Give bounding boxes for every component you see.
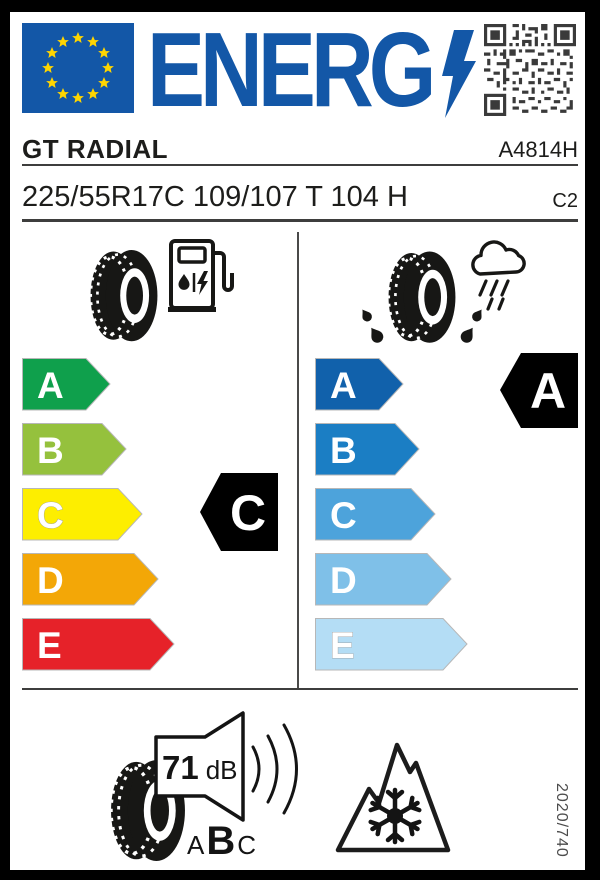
energy-wordmark: ENERG [147,10,432,129]
eu-flag-icon [22,23,134,113]
wet-rating-letter: A [529,363,567,419]
fuel-class-d-label: D [37,560,64,601]
fuel-class-c-arrow [22,488,143,541]
fuel-class-e-label: E [37,625,62,666]
type-identifier: A4814H [498,137,578,162]
splash-left-icon [359,308,389,350]
tire-icon-wet [384,250,460,345]
section-divider [297,232,299,690]
rain-cloud-icon [458,236,534,314]
size-designation: 225/55R17C 109/107 T 104 H [22,181,408,213]
wet-class-c-arrow [315,488,436,541]
fuel-rating-letter: C [229,485,267,541]
fuel-rating-badge [200,473,278,551]
fuel-class-c-label: C [37,495,64,536]
fuel-class-a-label: A [37,365,64,406]
wet-class-c-label: C [330,495,357,536]
wet-class-d-label: D [330,560,357,601]
wet-class-b-label: B [330,430,357,471]
sound-waves-icon [253,725,297,813]
divider-line-2 [22,219,578,222]
rain-drops [480,281,508,309]
regulation-number: 2020/740 [553,783,570,858]
qr-code [484,24,576,116]
fuel-pump-icon [168,238,234,312]
divider-line-3 [22,688,578,690]
supplier-brand: GT RADIAL [22,134,169,164]
fuel-class-b-label: B [37,430,64,471]
wet-class-e-label: E [330,625,355,666]
noise-class-scale: ABC [187,819,259,863]
wet-class-a-label: A [330,365,357,406]
divider-line-1 [22,164,578,166]
fuel-class-d-arrow [22,553,159,606]
wet-class-a-arrow [315,358,404,411]
wet-class-e-arrow [315,618,468,671]
noise-value: 71 dB [162,749,238,786]
tire-icon [86,247,162,345]
splash-right-icon [455,308,485,350]
fuel-class-e-arrow [22,618,175,671]
wet-rating-badge [500,353,578,428]
lightning-bolt-icon [438,30,482,118]
tyre-class: C2 [552,190,578,212]
noise-icon [100,702,315,874]
wet-class-b-arrow [315,423,420,476]
fuel-class-a-arrow [22,358,111,411]
fuel-class-b-arrow [22,423,127,476]
snow-mountain-icon [333,735,453,857]
wet-class-d-arrow [315,553,452,606]
